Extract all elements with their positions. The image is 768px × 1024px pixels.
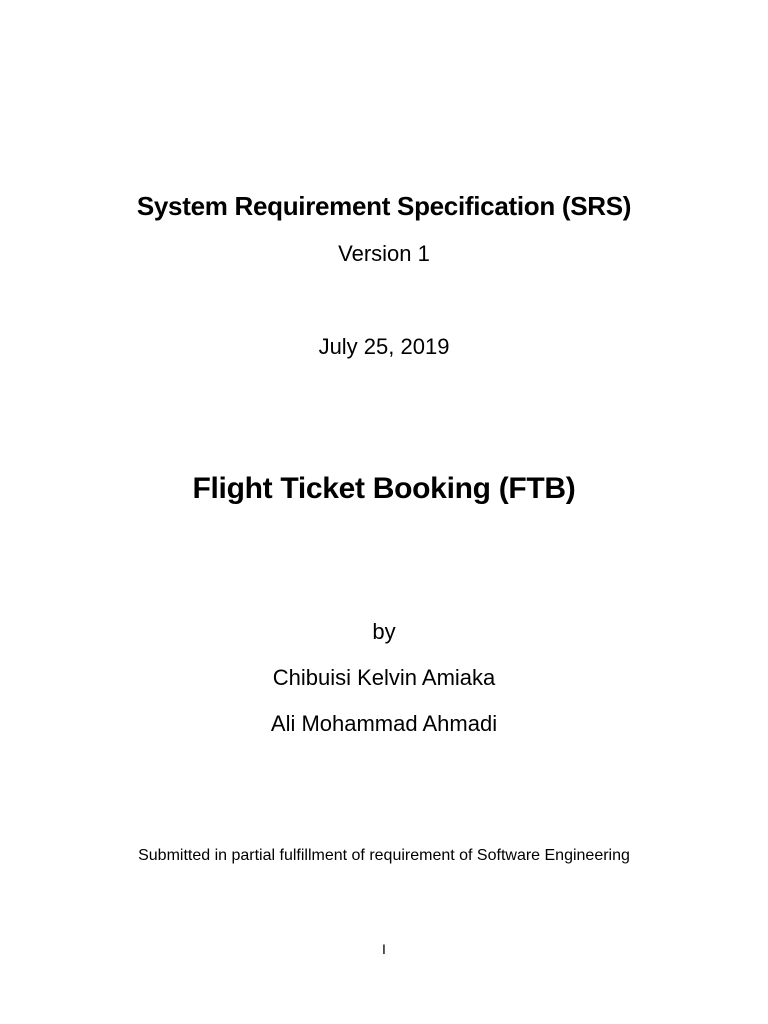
document-version: Version 1 <box>338 241 430 266</box>
document-title: System Requirement Specification (SRS) <box>136 191 632 221</box>
project-title: Flight Ticket Booking (FTB) <box>192 472 576 505</box>
submission-note: Submitted in partial fulfillment of requirement of Software Engineering <box>138 847 630 864</box>
by-label: by <box>372 619 396 644</box>
author-name: Chibuisi Kelvin Amiaka <box>272 665 496 690</box>
author-name: Ali Mohammad Ahmadi <box>270 711 498 736</box>
document-date: July 25, 2019 <box>318 334 450 359</box>
page-number: I <box>382 941 386 957</box>
